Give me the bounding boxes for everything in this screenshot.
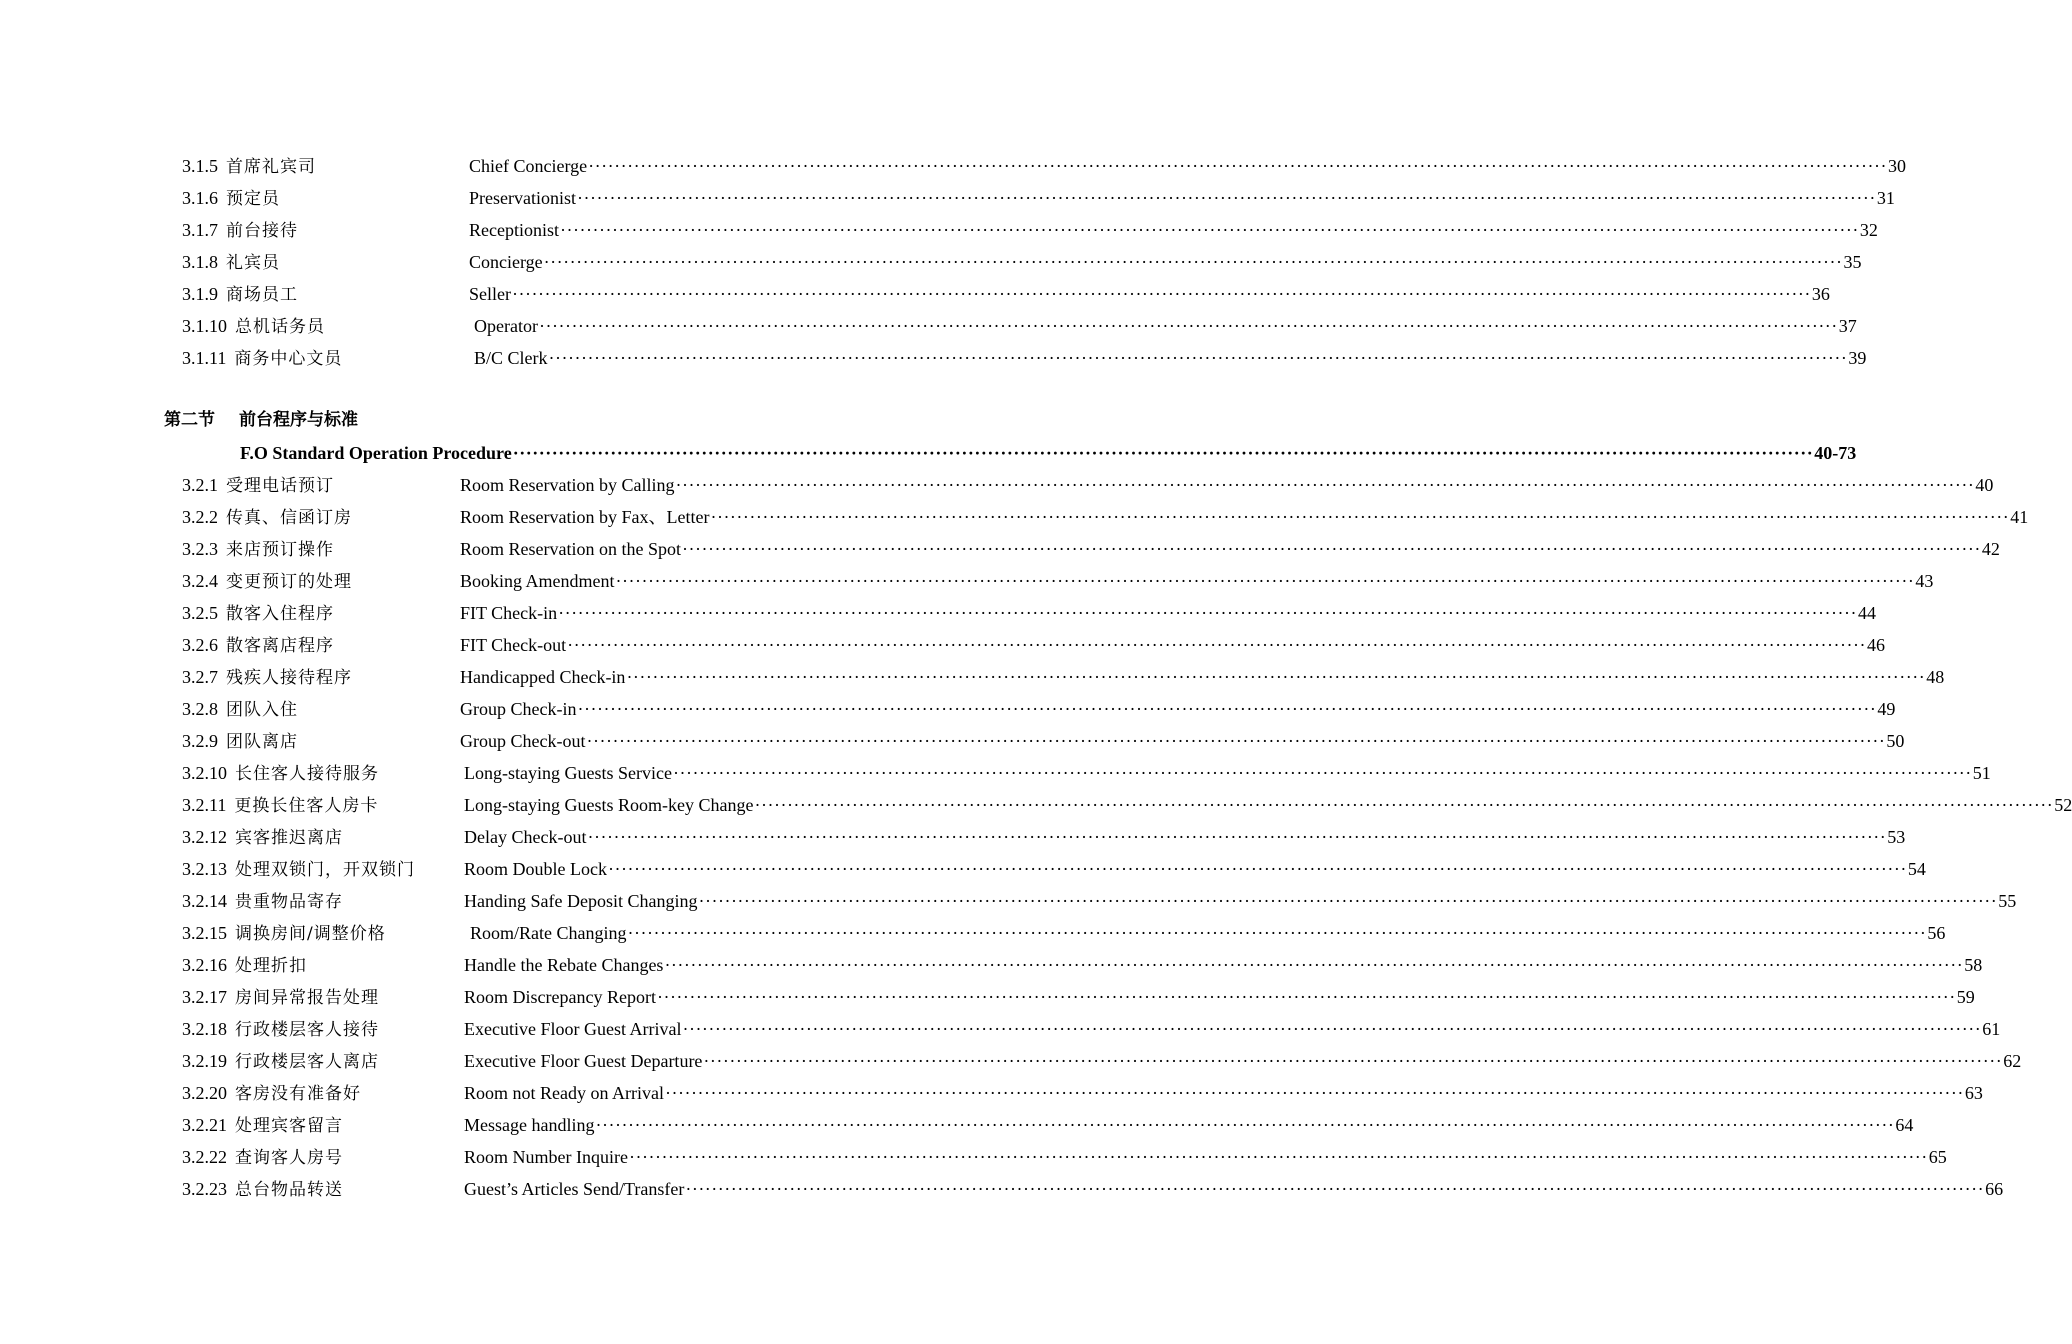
entry-number-cn [182, 1045, 379, 1078]
entry-english: Preservationist [469, 188, 576, 208]
entry-chinese: 变更预订的处理 [226, 572, 352, 592]
entry-page: 63 [1964, 1083, 1983, 1103]
dot-leader: ········································································································································································································ [615, 571, 1915, 591]
toc-entry[interactable] [0, 693, 1896, 725]
entry-english: Long-staying Guests Room-key Change [464, 795, 754, 815]
entry-number: 3.2.19 [182, 1051, 227, 1071]
entry-number: 3.2.3 [182, 539, 218, 559]
toc-entry[interactable] [0, 469, 1994, 501]
entry-page: 46 [1866, 635, 1885, 655]
entry-number-cn [182, 1013, 379, 1046]
dot-leader: ········································································································································································································ [558, 603, 1857, 623]
section-label: 第二节 [164, 410, 215, 430]
entry-number-cn [182, 1141, 343, 1174]
entry-number: 3.2.16 [182, 955, 227, 975]
entry-english: Guest’s Articles Send/Transfer [464, 1179, 685, 1199]
entry-number-cn [182, 789, 378, 822]
toc-entry[interactable] [0, 917, 1946, 949]
toc-entry[interactable] [0, 565, 1934, 597]
entry-chinese: 团队离店 [226, 732, 298, 752]
entry-chinese: 查询客人房号 [235, 1148, 343, 1168]
entry-english: Executive Floor Guest Arrival [464, 1019, 682, 1039]
entry-english: Room Number Inquire [464, 1147, 628, 1167]
entry-page: 54 [1907, 859, 1926, 879]
toc-entry[interactable] [0, 949, 1983, 981]
toc-entry[interactable] [0, 725, 1905, 757]
toc-entry[interactable] [0, 1077, 1983, 1109]
dot-leader: ········································································································································································································ [512, 443, 1814, 463]
dot-leader: ········································································································································································································ [685, 1179, 1985, 1199]
entry-number: 3.2.17 [182, 987, 227, 1007]
dot-leader: ········································································································································································································ [538, 316, 1838, 336]
entry-chinese: 来店预订操作 [226, 540, 334, 560]
entry-english: Handing Safe Deposit Changing [464, 891, 698, 911]
entry-page: 55 [1998, 891, 2017, 911]
toc-entry[interactable] [0, 1173, 2004, 1205]
entry-number-cn [182, 501, 352, 534]
dot-leader: ········································································································································································································ [675, 475, 1975, 495]
entry-number-cn [182, 981, 379, 1014]
toc-entry[interactable] [0, 789, 2072, 821]
toc-entry[interactable] [0, 182, 1895, 214]
entry-page: 40 [1975, 475, 1994, 495]
entry-chinese: 处理宾客留言 [235, 1116, 343, 1136]
toc-entry[interactable] [0, 1045, 2022, 1077]
dot-leader: ········································································································································································································ [586, 731, 1886, 751]
entry-number-cn [182, 1173, 343, 1206]
toc-entry[interactable] [0, 246, 1862, 278]
entry-chinese: 受理电话预订 [226, 476, 334, 496]
entry-number-cn [182, 342, 342, 375]
entry-number: 3.2.7 [182, 667, 218, 687]
entry-page: 66 [1985, 1179, 2004, 1199]
entry-english: Room/Rate Changing [470, 923, 627, 943]
toc-entry[interactable] [0, 150, 1906, 182]
entry-number: 3.2.23 [182, 1179, 227, 1199]
entry-english: Long-staying Guests Service [464, 763, 672, 783]
dot-leader: ········································································································································································································ [664, 955, 1964, 975]
entry-page: 53 [1887, 827, 1906, 847]
entry-page: 43 [1915, 571, 1934, 591]
section-title: 前台程序与标准 [239, 410, 358, 430]
dot-leader: ········································································································································································································ [595, 1115, 1895, 1135]
entry-chinese: 散客离店程序 [226, 636, 334, 656]
dot-leader: ········································································································································································································ [672, 763, 1972, 783]
entry-number-cn [182, 469, 334, 502]
entry-english: Booking Amendment [460, 571, 615, 591]
dot-leader: ········································································································································································································ [587, 827, 1887, 847]
entry-english: Concierge [469, 252, 543, 272]
entry-chinese: 首席礼宾司 [226, 157, 316, 177]
toc-entry[interactable] [0, 214, 1878, 246]
toc-entry[interactable] [0, 278, 1830, 310]
section-entry[interactable] [0, 437, 1857, 469]
entry-chinese: 长住客人接待服务 [235, 764, 379, 784]
entry-chinese: 总台物品转送 [235, 1180, 343, 1200]
toc-entry[interactable] [0, 1141, 1947, 1173]
entry-number-cn [182, 661, 352, 694]
entry-chinese: 宾客推迟离店 [235, 828, 343, 848]
entry-english: Handicapped Check-in [460, 667, 626, 687]
dot-leader: ········································································································································································································ [656, 987, 1956, 1007]
entry-chinese: 更换长住客人房卡 [234, 796, 379, 816]
entry-page: 30 [1887, 156, 1906, 176]
entry-number-cn [182, 278, 298, 311]
entry-chinese: 残疾人接待程序 [226, 668, 352, 688]
dot-leader: ········································································································································································································ [682, 1019, 1982, 1039]
entry-page: 64 [1895, 1115, 1914, 1135]
entry-page: 49 [1877, 699, 1896, 719]
dot-leader: ········································································································································································································ [710, 507, 2010, 527]
entry-number-cn [182, 214, 298, 247]
dot-leader: ········································································································································································································ [664, 1083, 1964, 1103]
entry-english: FIT Check-out [460, 635, 567, 655]
entry-page: 42 [1981, 539, 2000, 559]
entry-number-cn [182, 821, 343, 854]
section-heading [164, 404, 358, 436]
entry-english: FIT Check-in [460, 603, 558, 623]
entry-page: 44 [1857, 603, 1876, 623]
toc-entry[interactable] [0, 661, 1945, 693]
entry-number: 3.1.6 [182, 188, 218, 208]
entry-page: 50 [1886, 731, 1905, 751]
entry-chinese: 处理双锁门，开双锁门 [235, 860, 415, 880]
toc-entry[interactable] [0, 1013, 2001, 1045]
toc-entry[interactable] [0, 342, 1867, 374]
entry-number: 3.2.21 [182, 1115, 227, 1135]
entry-page: 58 [1964, 955, 1983, 975]
entry-number-cn [182, 949, 307, 982]
entry-number-cn [182, 597, 334, 630]
entry-number-cn [182, 757, 379, 790]
entry-number: 3.2.18 [182, 1019, 227, 1039]
entry-english: Room Reservation by Fax、Letter [460, 507, 710, 527]
entry-english: Delay Check-out [464, 827, 587, 847]
entry-number-cn [182, 853, 415, 886]
entry-page: 32 [1859, 220, 1878, 240]
entry-number: 3.2.22 [182, 1147, 227, 1167]
dot-leader: ········································································································································································································ [577, 699, 1877, 719]
entry-page: 52 [2054, 795, 2072, 815]
entry-chinese: 房间异常报告处理 [235, 988, 379, 1008]
dot-leader: ········································································································································································································ [754, 795, 2054, 815]
entry-number: 3.2.12 [182, 827, 227, 847]
entry-number-cn [182, 182, 280, 215]
entry-number-cn [182, 629, 334, 662]
entry-number: 3.1.10 [182, 316, 227, 336]
toc-entry[interactable] [0, 310, 1857, 342]
entry-number: 3.1.9 [182, 284, 218, 304]
entry-number: 3.1.7 [182, 220, 218, 240]
dot-leader: ········································································································································································································ [627, 923, 1927, 943]
entry-chinese: 调换房间/调整价格 [235, 924, 386, 944]
entry-number: 3.2.9 [182, 731, 218, 751]
entry-number: 3.2.1 [182, 475, 218, 495]
entry-english: Handle the Rebate Changes [464, 955, 664, 975]
entry-chinese: 处理折扣 [235, 956, 307, 976]
entry-chinese: 传真、信函订房 [226, 508, 352, 528]
entry-page: 41 [2010, 507, 2029, 527]
toc-entry[interactable] [0, 597, 1876, 629]
entry-chinese: 商务中心文员 [234, 349, 343, 369]
entry-number-cn [182, 725, 298, 758]
dot-leader: ········································································································································································································ [628, 1147, 1928, 1167]
toc-entry[interactable] [0, 757, 1991, 789]
entry-chinese: 散客入住程序 [226, 604, 334, 624]
dot-leader: ········································································································································································································ [681, 539, 1981, 559]
entry-number: 3.2.11 [182, 795, 227, 815]
entry-english: B/C Clerk [474, 348, 548, 368]
entry-number-cn [182, 1109, 343, 1142]
dot-leader: ········································································································································································································ [576, 188, 1876, 208]
entry-number-cn [182, 246, 280, 279]
entry-chinese: 客房没有准备好 [235, 1084, 361, 1104]
entry-page: 48 [1926, 667, 1945, 687]
entry-english: F.O Standard Operation Procedure [240, 443, 512, 463]
dot-leader: ········································································································································································································ [543, 252, 1843, 272]
entry-number-cn [182, 917, 386, 950]
entry-number: 3.1.8 [182, 252, 218, 272]
toc-entry[interactable] [0, 981, 1975, 1013]
entry-english: Room Reservation by Calling [460, 475, 675, 495]
toc-entry[interactable] [0, 629, 1885, 661]
dot-leader: ········································································································································································································ [703, 1051, 2003, 1071]
entry-english: Seller [469, 284, 511, 304]
entry-number-cn [182, 693, 298, 726]
entry-page: 65 [1928, 1147, 1947, 1167]
entry-number-cn [182, 565, 352, 598]
dot-leader: ········································································································································································································ [626, 667, 1926, 687]
entry-english: Message handling [464, 1115, 595, 1135]
entry-chinese: 总机话务员 [235, 317, 325, 337]
toc-entry[interactable] [0, 1109, 1914, 1141]
dot-leader: ········································································································································································································ [548, 348, 1848, 368]
entry-number-cn [182, 150, 316, 183]
entry-number-cn [182, 310, 325, 343]
entry-page: 62 [2003, 1051, 2022, 1071]
entry-number: 3.1.11 [182, 348, 227, 368]
entry-chinese: 团队入住 [226, 700, 298, 720]
toc-entry[interactable] [0, 501, 2029, 533]
entry-chinese: 礼宾员 [226, 253, 280, 273]
entry-chinese: 行政楼层客人离店 [235, 1052, 379, 1072]
dot-leader: ········································································································································································································ [588, 156, 1887, 176]
entry-english: Receptionist [469, 220, 559, 240]
entry-english: Room Reservation on the Spot [460, 539, 681, 559]
entry-number: 3.2.15 [182, 923, 227, 943]
entry-number: 3.2.2 [182, 507, 218, 527]
entry-page: 36 [1811, 284, 1830, 304]
entry-page: 56 [1927, 923, 1946, 943]
entry-number-cn [182, 533, 334, 566]
entry-page: 59 [1956, 987, 1975, 1007]
entry-english: Room Discrepancy Report [464, 987, 656, 1007]
entry-number-cn [182, 1077, 361, 1110]
entry-number: 3.2.10 [182, 763, 227, 783]
entry-page: 31 [1876, 188, 1895, 208]
entry-chinese: 前台接待 [226, 221, 298, 241]
entry-page: 39 [1848, 348, 1867, 368]
entry-number: 3.1.5 [182, 156, 218, 176]
entry-english: Chief Concierge [469, 156, 588, 176]
entry-number: 3.2.20 [182, 1083, 227, 1103]
entry-page: 61 [1982, 1019, 2001, 1039]
dot-leader: ········································································································································································································ [512, 284, 1811, 304]
entry-chinese: 商场员工 [226, 285, 298, 305]
dot-leader: ········································································································································································································ [567, 635, 1866, 655]
toc-entry[interactable] [0, 885, 2017, 917]
entry-number: 3.2.8 [182, 699, 218, 719]
entry-english: Group Check-out [460, 731, 586, 751]
entry-page: 51 [1972, 763, 1991, 783]
entry-number-cn [182, 885, 343, 918]
dot-leader: ········································································································································································································ [607, 859, 1907, 879]
entry-number: 3.2.13 [182, 859, 227, 879]
entry-page: 37 [1838, 316, 1857, 336]
entry-chinese: 贵重物品寄存 [235, 892, 343, 912]
toc-entry[interactable] [0, 533, 2000, 565]
entry-english: Room Double Lock [464, 859, 607, 879]
entry-chinese: 行政楼层客人接待 [235, 1020, 379, 1040]
entry-number: 3.2.6 [182, 635, 218, 655]
entry-number: 3.2.4 [182, 571, 218, 591]
dot-leader: ········································································································································································································ [698, 891, 1998, 911]
toc-entry[interactable] [0, 853, 1926, 885]
dot-leader: ········································································································································································································ [559, 220, 1859, 240]
entry-number: 3.2.14 [182, 891, 227, 911]
entry-page: 40-73 [1814, 443, 1857, 463]
toc-entry[interactable] [0, 821, 1906, 853]
entry-english: Operator [474, 316, 538, 336]
entry-english: Group Check-in [460, 699, 577, 719]
entry-number: 3.2.5 [182, 603, 218, 623]
entry-english: Room not Ready on Arrival [464, 1083, 664, 1103]
entry-chinese: 预定员 [226, 189, 280, 209]
entry-english: Executive Floor Guest Departure [464, 1051, 703, 1071]
entry-page: 35 [1843, 252, 1862, 272]
